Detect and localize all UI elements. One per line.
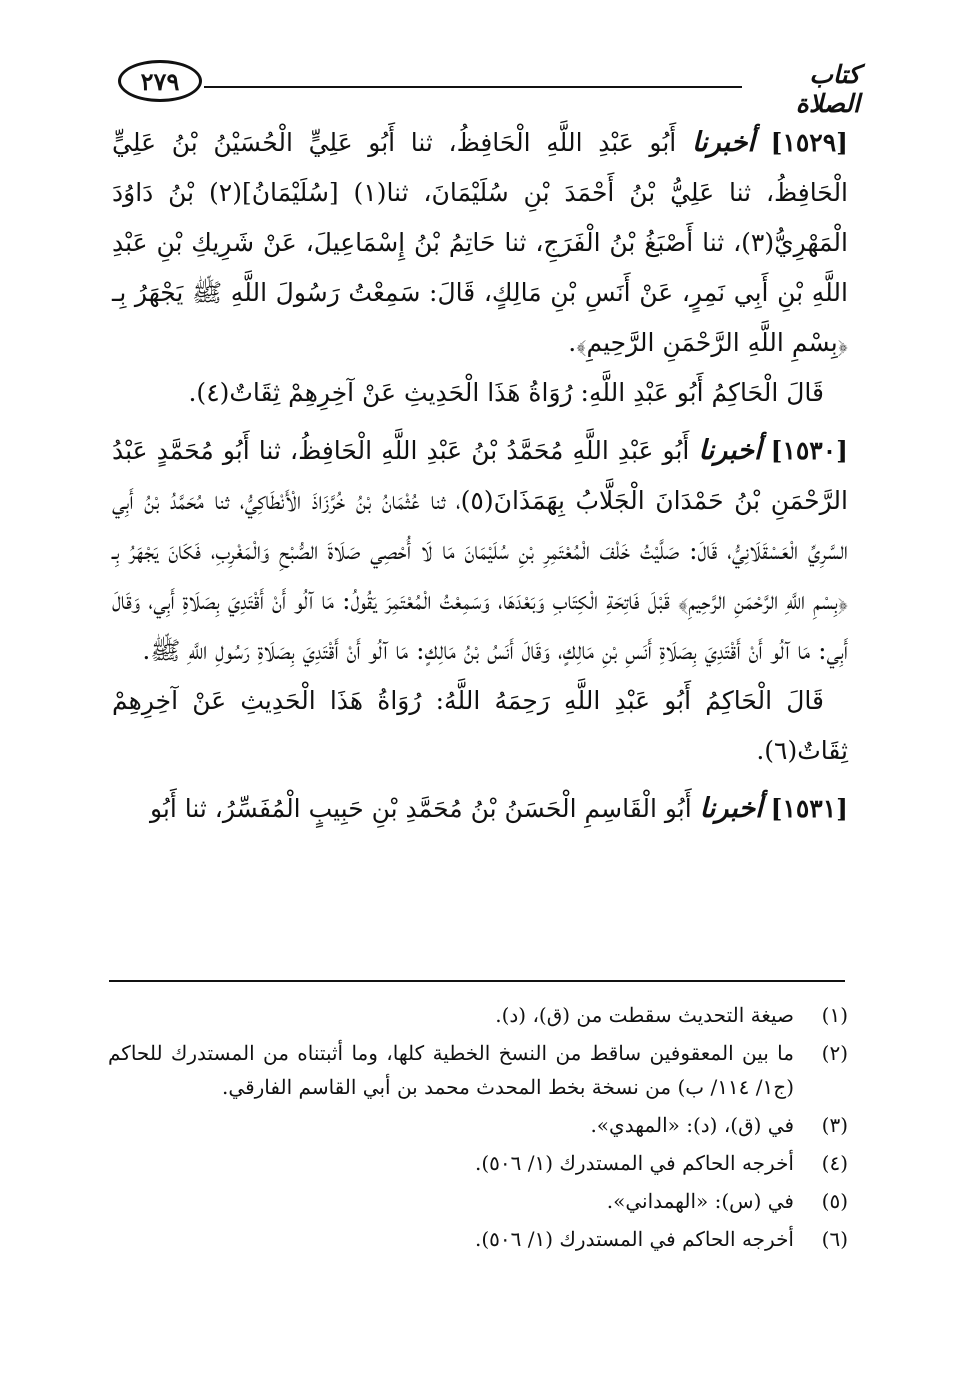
footnote-separator [109, 980, 845, 982]
page-number-oval [118, 60, 202, 102]
hakim-comment-1 [112, 368, 848, 418]
book-title: كتاب الصلاة [795, 60, 860, 118]
footnote-text: في (س): «الهمداني». [606, 1189, 794, 1213]
footnote [108, 1108, 848, 1142]
page-header [118, 60, 860, 116]
footnote-text: ما بين المعقوفين ساقط من النسخ الخطية كلها، وما أثبتناه من المستدرك للحاكم (ج١/ ١١٤/ ب) من نسخة بخط المحدث محمد بن أبي القاسم الفارقي. [108, 1041, 794, 1099]
footnotes [108, 998, 848, 1260]
footnote-text: أخرجه الحاكم في المستدرك (١/ ٥٠٦). [475, 1151, 794, 1175]
hadith-lead: أخبرنا [691, 127, 755, 158]
hadith-text: أَبُو عَبْدِ اللَّهِ الْحَافِظُ، ثنا أَبُو عَلِيٍّ الْحُسَيْنُ بْنُ عَلِيٍّ الْحَافِظُ، ثنا عَلِيُّ بْنُ أَحْمَدَ بْنِ سُلَيْمَانَ، ثنا(١) [سُلَيْمَانُ](٢) بْنُ دَاوُدَ الْمَهْرِيُّ(٣)، ثنا أَصْبَغُ بْنُ الْفَرَجِ، ثنا حَاتِمُ بْنُ إِسْمَاعِيلَ، عَنْ شَرِيكِ بْنِ عَبْدِ اللَّهِ بْنِ أَبِي نَمِرٍ، عَنْ أَنَسِ بْنِ مَالِكٍ، قَالَ: سَمِعْتُ رَسُولَ اللَّهِ ﷺ يَجْهَرُ بِـ ﴿بِسْمِ اللَّهِ الرَّحْمَنِ الرَّحِيمِ﴾. [112, 128, 849, 357]
footnote-text: أخرجه الحاكم في المستدرك (١/ ٥٠٦). [475, 1227, 794, 1251]
footnote [108, 1146, 848, 1180]
hadith-text: أَبُو الْقَاسِمِ الْحَسَنُ بْنُ مُحَمَّدِ بْنِ حَبِيبٍ الْمُفَسِّرُ، ثنا أَبُو [149, 794, 692, 823]
hadith-number: [١٥٢٩] [770, 128, 848, 157]
footnote [108, 1184, 848, 1218]
hadith-1530 [112, 426, 848, 676]
footnote [108, 998, 848, 1032]
hadith-1529 [112, 118, 848, 368]
hadith-lead: أخبرنا [698, 435, 762, 466]
hadith-number: [١٥٣٠] [770, 436, 848, 465]
footnote-text: في (ق)، (د): «المهدي». [590, 1113, 794, 1137]
footnote-number: (٢) [821, 1041, 848, 1065]
footnote-number: (١) [821, 1003, 848, 1027]
hakim-comment-2 [112, 676, 848, 776]
comment-text: قَالَ الْحَاكِمُ أَبُو عَبْدِ اللَّهِ: رُوَاةُ هَذَا الْحَدِيثِ عَنْ آخِرِهِمْ ثِقَاتٌ(٤). [188, 378, 824, 407]
hadith-text: أَبُو عَبْدِ اللَّهِ مُحَمَّدُ بْنُ عَبْدِ اللَّهِ الْحَافِظُ، ثنا أَبُو مُحَمَّدٍ عَبْدُ الرَّحْمَنِ بْنُ حَمْدَانَ الْجَلَّابُ بِهَمَذَانَ(٥)، ثنا عُثْمَانُ بْنُ خُرَّزَاذَ الْأَنْطَاكِيُّ، ثنا مُحَمَّدُ بْنُ أَبِي السَّرِيِّ الْعَسْقَلَانِيُّ، قَالَ: صَلَّيْتُ خَلْفَ الْمُعْتَمِرِ بْنِ سُلَيْمَانَ مَا لَا أُحْصِي صَلَاةَ الصُّبْحِ وَالْمَغْرِبِ، فَكَانَ يَجْهَرُ بِـ ﴿بِسْمِ اللَّهِ الرَّحْمَنِ الرَّحِيمِ﴾ قَبْلَ فَاتِحَةِ الْكِتَابِ وَبَعْدَهَا، وَسَمِعْتُ الْمُعْتَمِرَ يَقُولُ: مَا آلُو أَنْ أَقْتَدِيَ بِصَلَاةِ أَبِي، وَقَالَ أَبِي: مَا آلُو أَنْ أَقْتَدِيَ بِصَلَاةِ أَنَسِ بْنِ مَالِكٍ، وَقَالَ أَنَسُ بْنُ مَالِكٍ: مَا آلُو أَنْ أَقْتَدِيَ بِصَلَاةِ رَسُولِ اللَّهِ ﷺ. [112, 436, 848, 665]
page-number: ٢٧٩ [140, 66, 180, 96]
footnote-number: (٦) [821, 1227, 848, 1251]
footnote [108, 1036, 848, 1104]
comment-text: قَالَ الْحَاكِمُ أَبُو عَبْدِ اللَّهِ رَحِمَهُ اللَّهُ: رُوَاةُ هَذَا الْحَدِيثِ عَنْ آخِرِهِمْ ثِقَاتٌ(٦). [112, 686, 848, 765]
hadith-1531 [112, 784, 848, 834]
main-text [112, 118, 848, 834]
footnote [108, 1222, 848, 1256]
header-rule [204, 86, 742, 88]
footnote-text: صيغة التحديث سقطت من (ق)، (د). [495, 1003, 794, 1027]
hadith-lead: أخبرنا [699, 793, 763, 824]
hadith-number: [١٥٣١] [770, 794, 848, 823]
footnote-number: (٤) [821, 1151, 848, 1175]
footnote-number: (٣) [821, 1113, 848, 1137]
footnote-number: (٥) [821, 1189, 848, 1213]
